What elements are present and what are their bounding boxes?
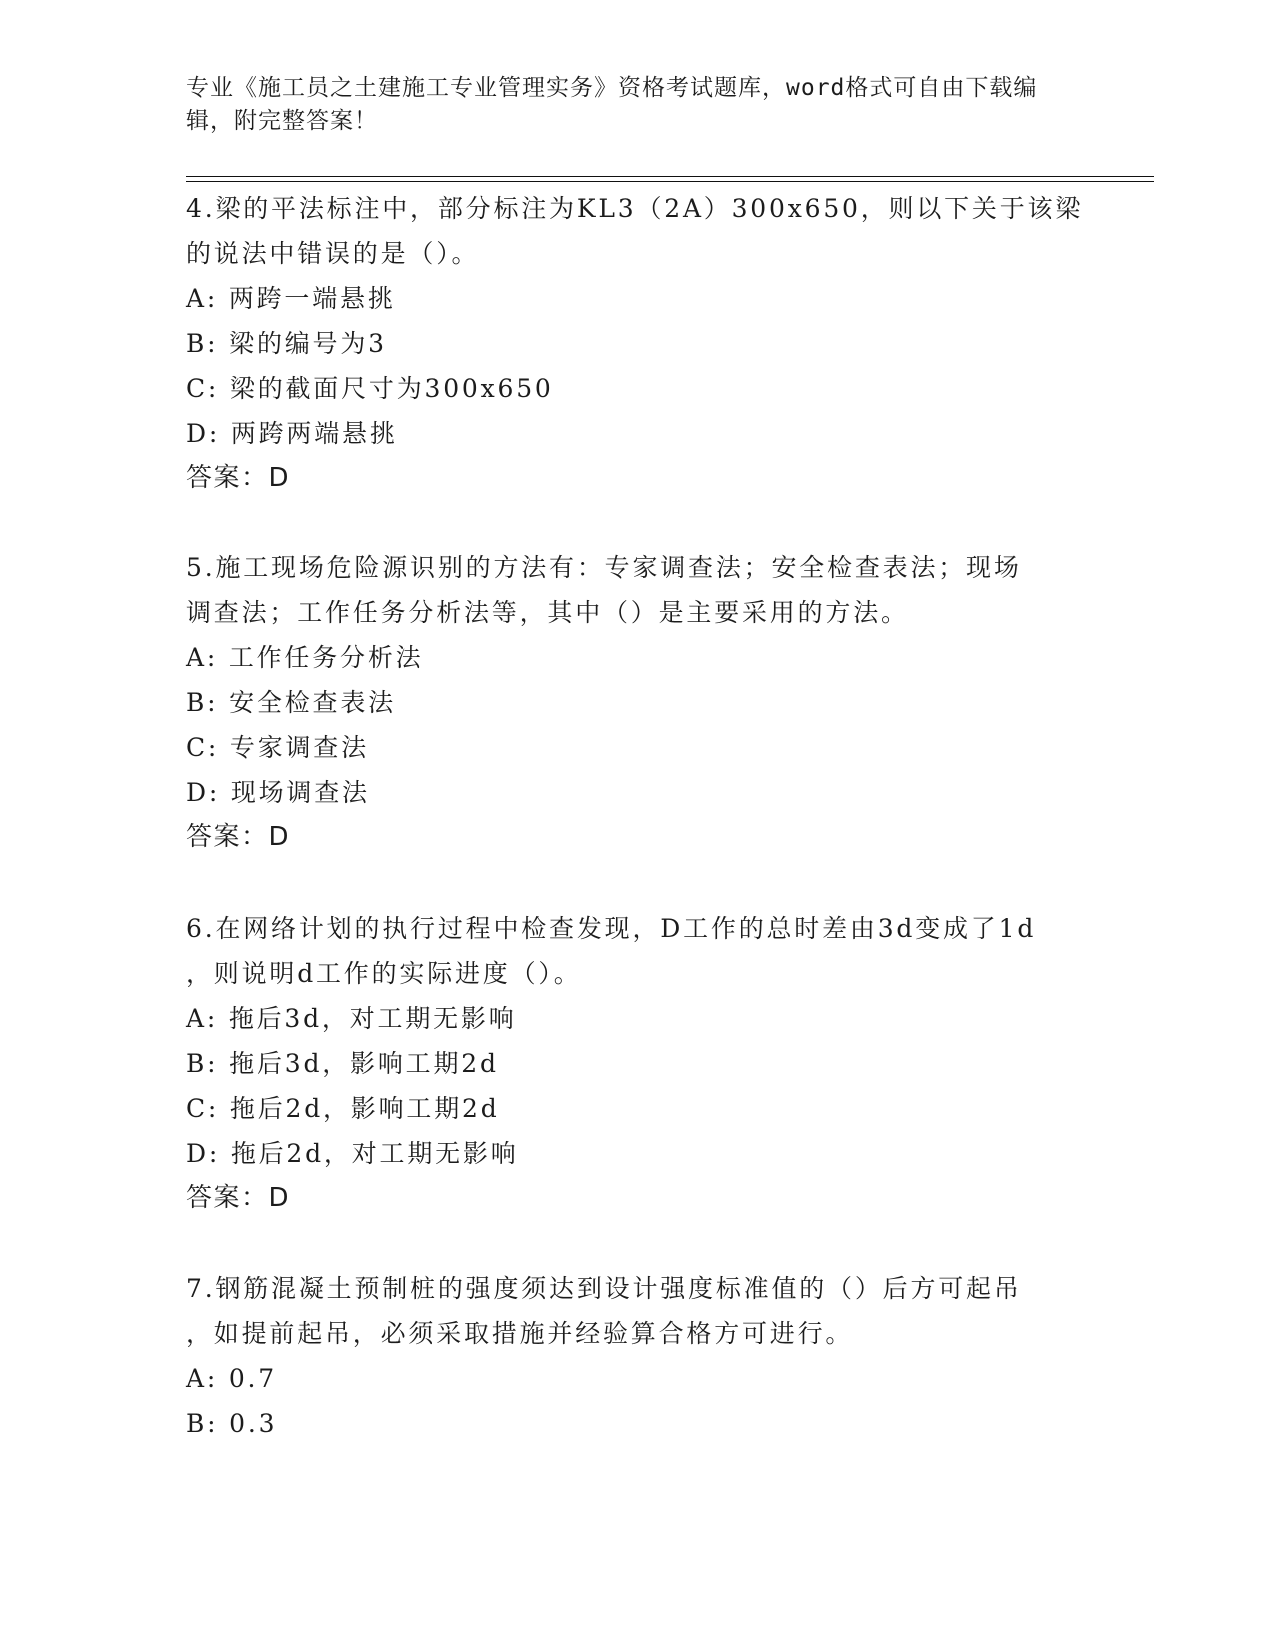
question-stem: 7.钢筋混凝土预制桩的强度须达到设计强度标准值的（）后方可起吊 ，如提前起吊，必须采取措施并经验算合格方可进行。 [186,1274,1022,1348]
document-header [186,72,1066,138]
option-c: C: 梁的截面尺寸为300x650 [186,374,554,403]
question-6 [186,906,1086,1221]
header-divider-bottom [186,181,1154,182]
option-b: B: 拖后3d，影响工期2d [186,1049,499,1078]
option-c: C: 专家调查法 [186,733,369,762]
header-line-1: 专业《施工员之土建施工专业管理实务》资格考试题库，word格式可自由下载编 [186,75,1038,101]
answer: 答案：D [186,463,291,493]
question-5 [186,545,1086,860]
option-a: A: 拖后3d，对工期无影响 [186,1004,517,1033]
answer: 答案：D [186,822,291,852]
option-d: D: 现场调查法 [186,778,370,807]
header-line-2: 辑，附完整答案！ [186,108,378,134]
option-b: B: 梁的编号为3 [186,329,387,358]
option-d: D: 两跨两端悬挑 [186,419,398,448]
question-7 [186,1266,1086,1446]
question-stem: 6.在网络计划的执行过程中检查发现，D工作的总时差由3d变成了1d ，则说明d工作的实际进度（）。 [186,914,1037,988]
option-d: D: 拖后2d，对工期无影响 [186,1139,519,1168]
option-b: B: 安全检查表法 [186,688,396,717]
option-a: A: 两跨一端悬挑 [186,284,396,313]
option-a: A: 工作任务分析法 [186,643,424,672]
option-b: B: 0.3 [186,1409,278,1438]
option-c: C: 拖后2d，影响工期2d [186,1094,500,1123]
question-stem: 5.施工现场危险源识别的方法有：专家调查法；安全检查表法；现场 调查法；工作任务分析法等，其中（）是主要采用的方法。 [186,553,1022,627]
header-divider-top [186,176,1154,177]
question-4 [186,186,1086,501]
question-stem: 4.梁的平法标注中，部分标注为KL3（2A）300x650，则以下关于该梁 的说法中错误的是（）。 [186,194,1084,268]
answer: 答案：D [186,1183,291,1213]
option-a: A: 0.7 [186,1364,277,1393]
